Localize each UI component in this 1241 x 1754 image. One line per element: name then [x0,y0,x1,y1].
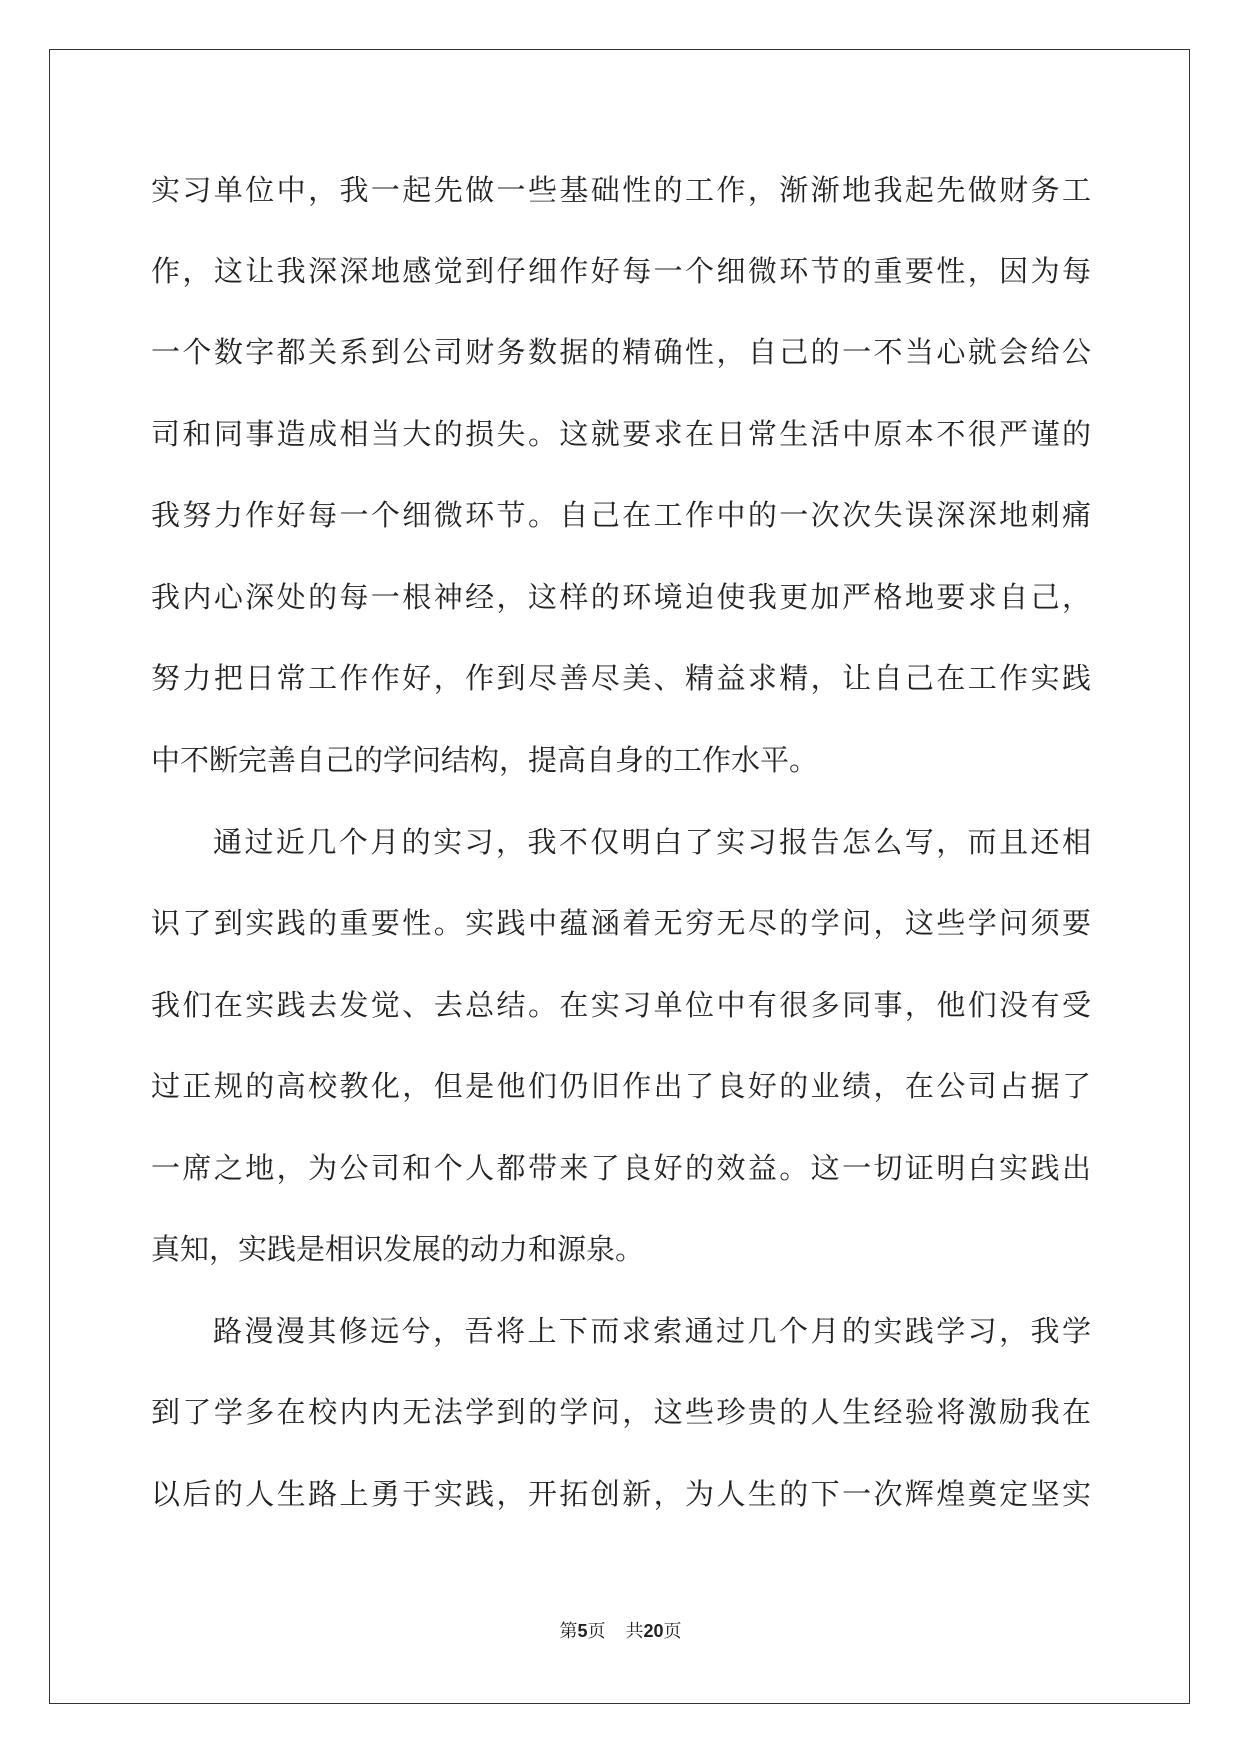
body-text-line: 实习单位中，我一起先做一些基础性的工作，渐渐地我起先做财务工 [151,173,1091,207]
body-text-line: 识了到实践的重要性。实践中蕴涵着无穷无尽的学问，这些学问须要 [151,906,1091,940]
page-footer [0,1619,1241,1643]
body-text-line: 过正规的高校教化，但是他们仍旧作出了良好的业绩，在公司占据了 [151,1069,1091,1103]
body-text-line: 中不断完善自己的学问结构，提高自身的工作水平。 [151,743,819,777]
page-border [49,49,1190,1704]
body-text-line: 到了学多在校内内无法学到的学问，这些珍贵的人生经验将激励我在 [151,1395,1091,1429]
body-text-line: 我们在实践去发觉、去总结。在实习单位中有很多同事，他们没有受 [151,988,1091,1022]
body-text-line: 作，这让我深深地感觉到仔细作好每一个细微环节的重要性，因为每 [151,254,1091,288]
body-text-line: 司和同事造成相当大的损失。这就要求在日常生活中原本不很严谨的 [151,417,1091,451]
total-prefix: 共 [625,1621,644,1642]
page-number: 5 [577,1621,588,1641]
body-text-line: 以后的人生路上勇于实践，开拓创新，为人生的下一次辉煌奠定坚实 [151,1477,1091,1511]
paragraph-first-line: 路漫漫其修远兮，吾将上下而求索通过几个月的实践学习，我学 [213,1314,1091,1348]
body-text-line: 我努力作好每一个细微环节。自己在工作中的一次次失误深深地刺痛 [151,498,1091,532]
body-text-line: 努力把日常工作作好，作到尽善尽美、精益求精，让自己在工作实践 [151,661,1091,695]
total-pages: 20 [643,1621,664,1641]
body-text-line: 一个数字都关系到公司财务数据的精确性，自己的一不当心就会给公 [151,335,1091,369]
page-prefix: 第 [559,1621,578,1642]
page-unit: 页 [587,1621,606,1642]
paragraph-first-line: 通过近几个月的实习，我不仅明白了实习报告怎么写，而且还相 [213,825,1091,859]
body-text-line: 真知，实践是相识发展的动力和源泉。 [151,1232,645,1266]
body-text-line: 一席之地，为公司和个人都带来了良好的效益。这一切证明白实践出 [151,1151,1091,1185]
total-unit: 页 [663,1621,682,1642]
body-text-line: 我内心深处的每一根神经，这样的环境迫使我更加严格地要求自己， [151,580,1091,614]
